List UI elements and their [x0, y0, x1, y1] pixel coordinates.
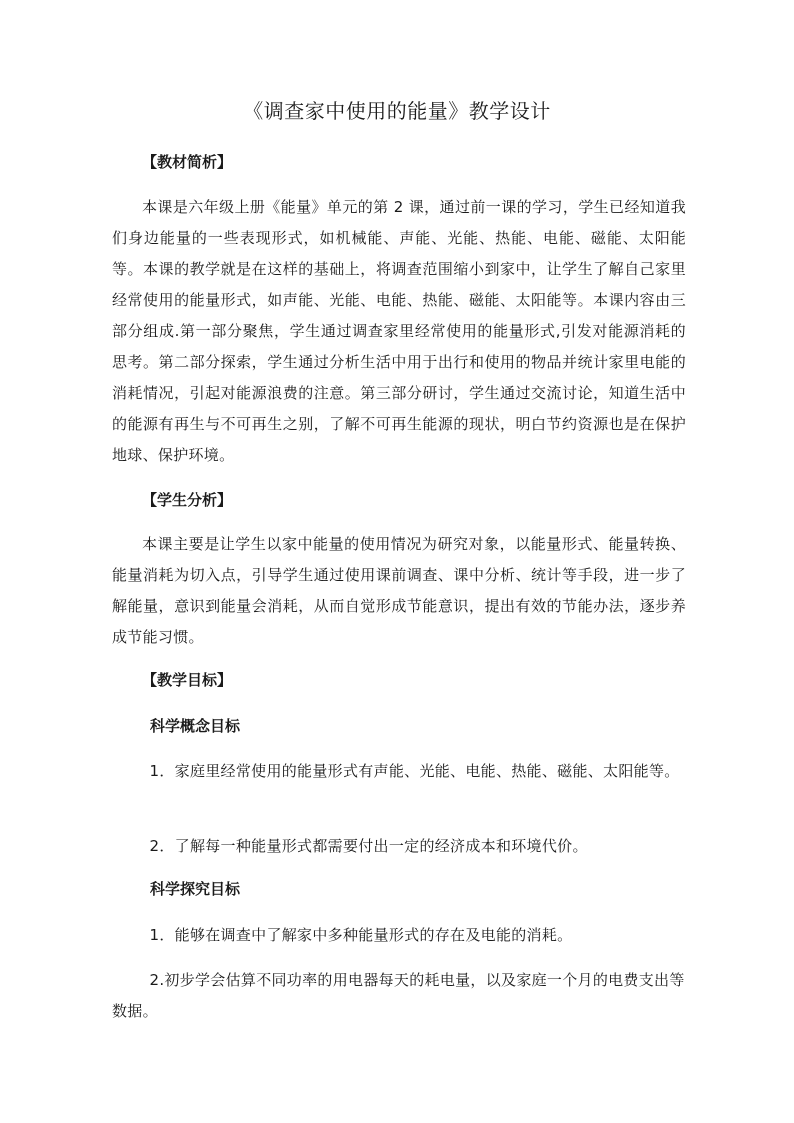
list-item-inquiry-2: 2.初步学会估算不同功率的用电器每天的耗电量，以及家庭一个月的电费支出等数据。: [112, 971, 685, 1020]
paragraph-textbook: 本课是六年级上册《能量》单元的第 2 课，通过前一课的学习，学生已经知道我们身边能量的一些表现形式，如机械能、声能、光能、热能、电能、磁能、太阳能等。本课的教学就是在这样的基础上，将调查范围缩小到家中，让学生了解自己家里经常使用的能量形式，如声能、光能、电能、热能、磁能、太阳能等。本课内容由三部分组成.第一部分聚焦，学生通过调查家里经常使用的能量形式,引发对能源消耗的思考。第二部分探索，学生通过分析生活中用于出行和使用的物品并统计家里电能的消耗情况，引起对能源浪费的注意。第三部分研讨，学生通过交流讨论，知道生活中的能源有再生与不可再生之别，了解不可再生能源的现状，明白节约资源也是在保护地球、保护环境。: [112, 198, 686, 464]
section-heading-students: 【学生分析】: [142, 491, 233, 509]
section-heading-goals: 【教学目标】: [142, 671, 233, 689]
section-heading-textbook: 【教材简析】: [142, 153, 233, 171]
subheading-concept-goals: 科学概念目标: [150, 717, 241, 735]
list-item-concept-1: 1．家庭里经常使用的能量形式有声能、光能、电能、热能、磁能、太阳能等。: [149, 762, 680, 780]
section-body-textbook: [112, 192, 686, 471]
paragraph-students: 本课主要是让学生以家中能量的使用情况为研究对象，以能量形式、能量转换、能量消耗为切入点，引导学生通过使用课前调查、课中分析、统计等手段，进一步了解能量，意识到能量会消耗，从而自觉形成节能意识，提出有效的节能办法，逐步养成节能习惯。: [112, 535, 686, 646]
list-item-inquiry-1: 1．能够在调查中了解家中多种能量形式的存在及电能的消耗。: [149, 926, 573, 944]
subheading-inquiry-goals: 科学探究目标: [150, 880, 241, 898]
list-item-concept-2: 2．了解每一种能量形式都需要付出一定的经济成本和环境代价。: [149, 837, 588, 855]
document-title: 《调查家中使用的能量》教学设计: [243, 99, 551, 123]
section-body-students: [112, 529, 686, 653]
